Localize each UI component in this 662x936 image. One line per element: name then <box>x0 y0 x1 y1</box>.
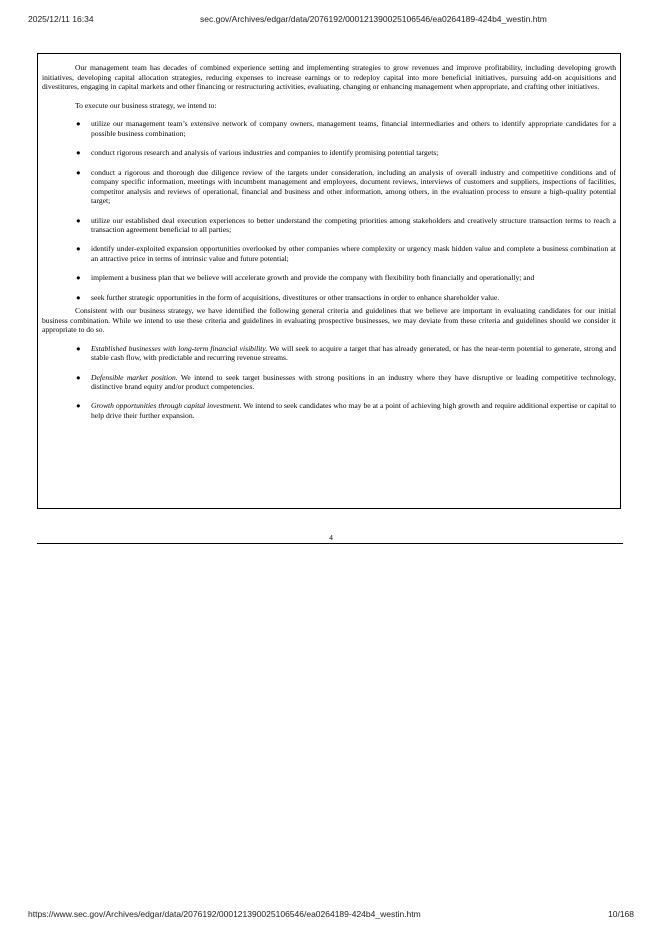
page-number: 4 <box>329 533 333 542</box>
list-item <box>42 216 616 235</box>
list-item-text: identify under-exploited expansion opportunities overlooked by other companies where complexity or urgency mask hidden value and complete a business combination at an attractive price in terms of intrinsic value and future potential; <box>91 244 616 264</box>
list-item-text: conduct a rigorous and thorough due diligence review of the targets under consideration, including an analysis of overall industry and competitive conditions and of company specific information, meetings with incumbent management and employees, document reviews, interviews of customers and suppliers, inspections of facilities, competitor analysis and reviews of operational, financial and business and other information, among others, in the evaluation process to ensure a high-quality potential target; <box>91 167 616 206</box>
bullet-icon: ● <box>76 167 81 177</box>
bullet-icon: ● <box>76 292 81 302</box>
print-header <box>0 14 662 28</box>
criteria-text: We intend to seek target businesses with strong positions in an industry where they have disruptive or leading competitive technology, distinctive brand equity and/or product competencies. <box>91 372 616 392</box>
list-item <box>42 148 616 158</box>
list-item-text: implement a business plan that we believe will accelerate growth and provide the company with flexibility both financially and operationally; and <box>91 273 535 283</box>
criteria-lead-paragraph: Consistent with our business strategy, we have identified the following general criteria and guidelines that we believe are important in evaluating candidates for our initial business combination. While we intend to use these criteria and guidelines in evaluating prospective businesses, we may deviate from these criteria and guidelines should we consider it appropriate to do so. <box>42 305 616 335</box>
list-item-text: utilize our management team’s extensive network of company owners, management teams, financial intermediaries and others to identify appropriate candidates for a possible business combination; <box>91 119 616 138</box>
list-item <box>42 273 616 283</box>
list-item <box>42 401 616 420</box>
print-page-url: sec.gov/Archives/edgar/data/2076192/000121390025106546/ea0264189-424b4_westin.htm <box>200 14 547 24</box>
list-item <box>42 344 616 363</box>
bullet-icon: ● <box>76 343 81 353</box>
criteria-title: Defensible market position. <box>91 372 178 382</box>
bullet-icon: ● <box>76 215 81 225</box>
strategy-list <box>42 119 616 302</box>
bullet-icon: ● <box>76 148 81 158</box>
print-footer <box>0 909 662 923</box>
page-divider <box>37 543 623 544</box>
bullet-icon: ● <box>76 273 81 283</box>
criteria-list <box>42 344 616 421</box>
list-item <box>42 244 616 263</box>
print-footer-url: https://www.sec.gov/Archives/edgar/data/2076192/000121390025106546/ea0264189-424b4_westin.htm <box>28 909 421 919</box>
list-item <box>42 373 616 392</box>
bullet-icon: ● <box>76 401 81 411</box>
bullet-icon: ● <box>76 119 81 129</box>
criteria-title: Established businesses with long-term financial visibility. <box>91 343 268 353</box>
list-item <box>42 119 616 138</box>
list-item <box>42 293 616 303</box>
criteria-text: . We intend to seek candidates who may be at a point of achieving high growth and require additional expertise or capital to help drive their further expansion. <box>91 401 617 421</box>
bullet-icon: ● <box>76 372 81 382</box>
boxed-section <box>37 53 621 509</box>
list-item <box>42 168 616 206</box>
list-item-text: seek further strategic opportunities in the form of acquisitions, divestitures or other transactions in order to enhance shareholder value. <box>91 292 500 302</box>
criteria-title: Growth opportunities through capital investment <box>91 401 240 411</box>
print-datetime: 2025/12/11 16:34 <box>28 14 94 24</box>
strategy-lead-paragraph: To execute our business strategy, we intend to: <box>75 100 217 110</box>
bullet-icon: ● <box>76 244 81 254</box>
list-item-text: utilize our established deal execution experiences to better understand the competing priorities among stakeholders and creatively structure transaction terms to reach a transaction agreement beneficial to all parties; <box>91 215 616 235</box>
list-item-text: conduct rigorous research and analysis of various industries and companies to identify promising potential targets; <box>91 148 439 158</box>
management-experience-paragraph: Our management team has decades of combined experience setting and implementing strategies to grow revenues and improve profitability, including developing growth initiatives, developing capital allocation strategies, reducing expenses to increase earnings or to redeploy capital into more beneficial initiatives, pursuing add-on acquisitions and divestitures, engaging in capital markets and other financing or restructuring activities, evaluating, changing or enhancing management when appropriate, and crafting other initiatives. <box>42 63 616 92</box>
criteria-text: We will seek to acquire a target that has already generated, or has the near-term potential to generate, strong and stable cash flow, with predictable and recurring revenue streams. <box>91 343 616 363</box>
print-page-indicator: 10/168 <box>608 909 634 919</box>
